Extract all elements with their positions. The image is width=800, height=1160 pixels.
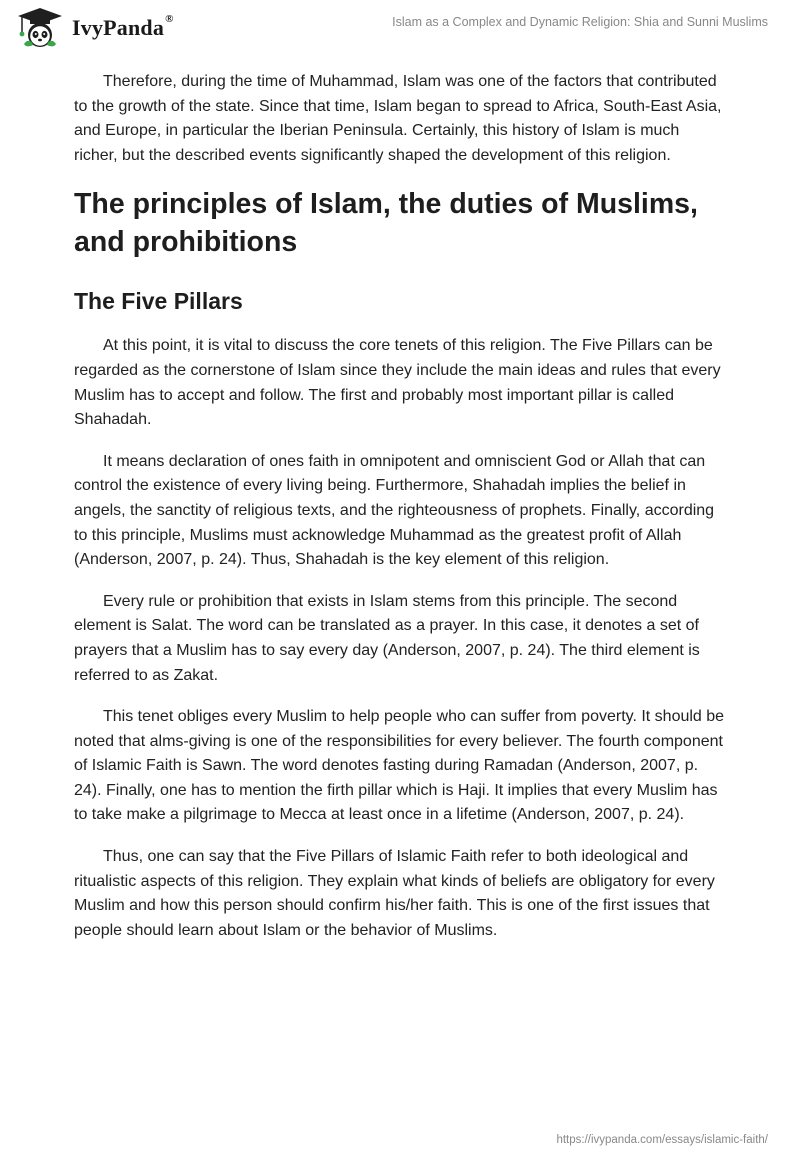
paragraph-summary: Thus, one can say that the Five Pillars of Islamic Faith refer to both ideological and ritualistic aspects of this religion. They explain what kinds of beliefs are obligatory for every Muslim and how this person should confirm his/her faith. This is one of the first issues that people should learn about Islam or the behavior of Muslims. — [74, 848, 715, 939]
paragraph-zakat: This tenet obliges every Muslim to help people who can suffer from poverty. It should be noted that alms-giving is one of the responsibilities for every believer. The fourth component of Islamic Faith is Sawn. The word denotes fasting during Ramadan (Anderson, 2007, p. 24). Finally, one has to mention the firth pillar which is Haji. It implies that every Muslim has to take make a pilgrimage to Mecca at least once in a lifetime (Anderson, 2007, p. 24). — [74, 708, 725, 824]
document-title: Islam as a Complex and Dynamic Religion: Shia and Sunni Muslims — [392, 15, 768, 29]
paragraph-history: Therefore, during the time of Muhammad, Islam was one of the factors that contributed to the growth of the state. Since that time, Islam began to spread to Africa, South-East Asia, and Europe, in particular the Iberian Peninsula. Certainly, this history of Islam is much richer, but the described events significantly shaped the development of this religion. — [74, 73, 722, 164]
paragraph-core-tenets: At this point, it is vital to discuss the core tenets of this religion. The Five Pillars can be regarded as the cornerstone of Islam since they include the main ideas and rules that every Muslim has to accept and follow. The first and probably most important pillar is called Shahadah. — [74, 337, 721, 429]
subsection-heading: The Five Pillars — [74, 288, 243, 315]
page-header — [0, 0, 800, 60]
paragraph-salat: Every rule or prohibition that exists in Islam stems from this principle. The second element is Salat. The word can be translated as a prayer. In this case, it denotes a set of prayers that a Muslim has to say every day (Anderson, 2007, p. 24). The third element is referred to as Zakat. — [74, 592, 700, 684]
ivypanda-logo[interactable] — [14, 6, 174, 50]
source-url[interactable]: https://ivypanda.com/essays/islamic-faith/ — [556, 1134, 768, 1146]
panda-logo-icon — [14, 6, 66, 50]
section-heading: The principles of Islam, the duties of Muslims, and prohibitions — [74, 188, 698, 259]
brand-name: IvyPanda® — [72, 13, 174, 40]
essay-content — [74, 70, 726, 960]
paragraph-shahadah: It means declaration of ones faith in omnipotent and omniscient God or Allah that can control the existence of every living being. Furthermore, Shahadah implies the belief in angels, the sanctity of religious texts, and the righteousness of prophets. Finally, according to this principle, Muslims must acknowledge Muhammad as the greatest profit of Allah (Anderson, 2007, p. 24). Thus, Shahadah is the key element of this religion. — [74, 452, 715, 569]
